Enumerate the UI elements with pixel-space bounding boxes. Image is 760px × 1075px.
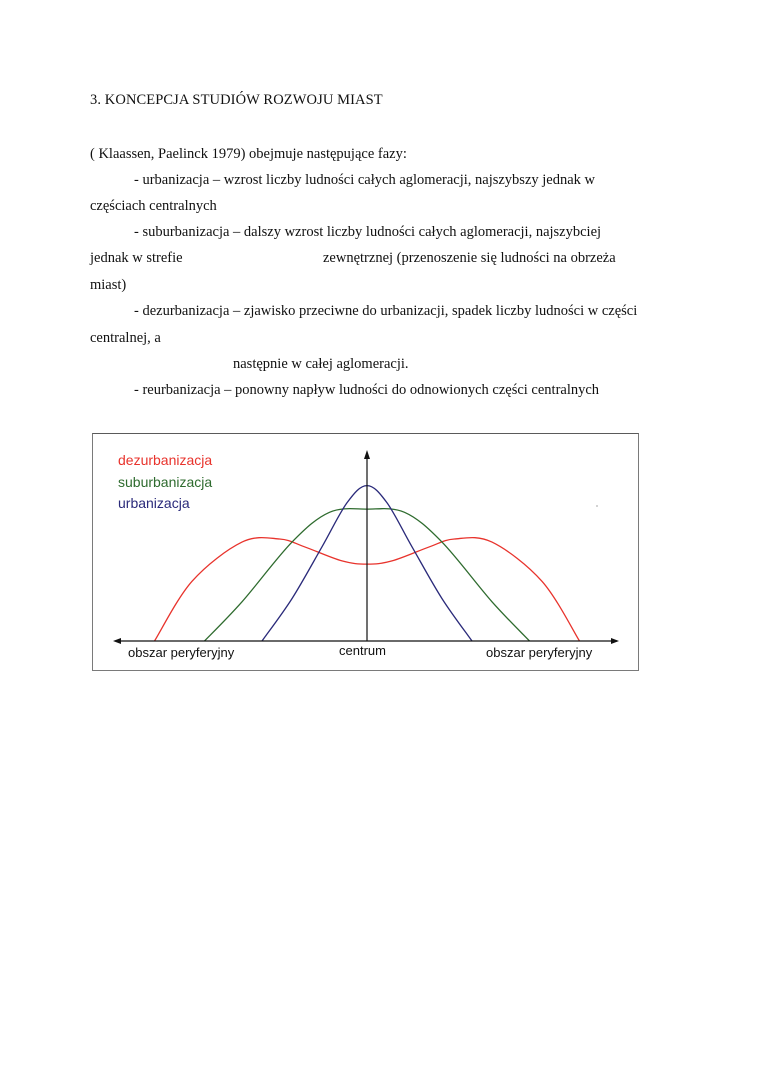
- section-heading: 3. KONCEPCJA STUDIÓW ROZWOJU MIAST: [90, 92, 383, 108]
- x-label-left: obszar peryferyjny: [128, 645, 235, 660]
- phase-reurbanizacja-line: - reurbanizacja – ponowny napływ ludności do odnowionych części centralnych: [134, 382, 600, 398]
- y-axis-arrow: [364, 450, 370, 459]
- x-label-center: centrum: [339, 643, 386, 658]
- x-axis-arrow-left: [113, 638, 121, 644]
- phase-suburbanizacja-line-1: - suburbanizacja – dalszy wzrost liczby ludności całych aglomeracji, najszybciej: [134, 224, 602, 240]
- phase-dezurbanizacja-line-1: - dezurbanizacja – zjawisko przeciwne do urbanizacji, spadek liczby ludności w części: [134, 303, 638, 319]
- phase-dezurbanizacja-line-2: centralnej, a: [90, 330, 161, 346]
- chart-canvas: [93, 434, 638, 670]
- urbanization-phases-figure: [92, 433, 639, 671]
- legend-dezurbanizacja: dezurbanizacja: [118, 452, 213, 468]
- phase-suburbanizacja-line-3: miast): [90, 277, 127, 293]
- x-axis-arrow-right: [611, 638, 619, 644]
- intro-line: ( Klaassen, Paelinck 1979) obejmuje następujące fazy:: [90, 146, 407, 162]
- legend-urbanizacja: urbanizacja: [118, 495, 190, 511]
- phase-urbanizacja-line-2: częściach centralnych: [90, 198, 217, 214]
- phase-suburbanizacja-line-2a: jednak w strefie: [90, 250, 183, 266]
- phase-suburbanizacja-line-2b: zewnętrznej (przenoszenie się ludności na obrzeża: [323, 250, 616, 266]
- stray-dot: [596, 505, 597, 506]
- x-label-right: obszar peryferyjny: [486, 645, 593, 660]
- legend-suburbanizacja: suburbanizacja: [118, 474, 213, 490]
- phase-dezurbanizacja-line-3: następnie w całej aglomeracji.: [233, 356, 409, 372]
- phase-urbanizacja-line-1: - urbanizacja – wzrost liczby ludności całych aglomeracji, najszybszy jednak w: [134, 172, 596, 188]
